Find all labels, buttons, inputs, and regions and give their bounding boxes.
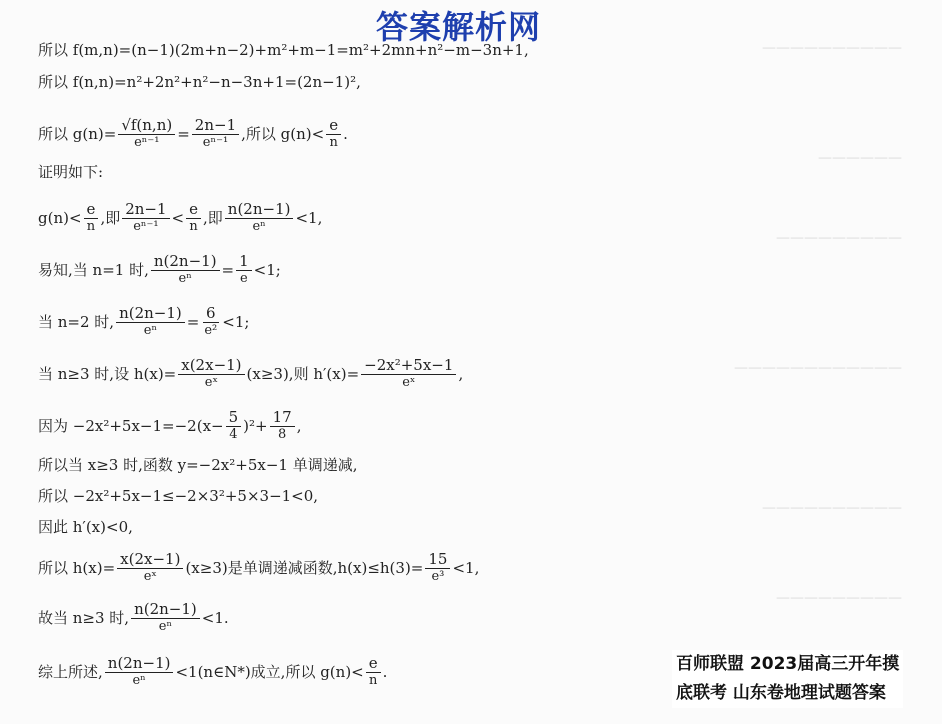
- fraction: $\frac{\text{−2x²+5x−1}}{\text{eˣ}}$: [361, 356, 456, 391]
- fraction: $\frac{1}{e}$: [236, 252, 252, 287]
- fraction: $\frac{n(2n-1)}{\text{eⁿ}}$: [131, 600, 200, 635]
- fraction: $\frac{15}{\text{e³}}$: [425, 550, 450, 585]
- fraction: $\frac{n(2n-1)}{\text{eⁿ}}$: [116, 304, 185, 339]
- fraction: $\frac{n(2n-1)}{\text{eⁿ}}$: [151, 252, 220, 287]
- fraction: $\frac{x(2x-1)}{\text{eˣ}}$: [178, 356, 244, 391]
- line-14: 故当 n≥3 时, $\frac{n(2n-1)}{\text{eⁿ}}$ <1.: [38, 600, 229, 634]
- fraction: $\frac{5}{4}$: [226, 408, 242, 443]
- fraction: $\frac{6}{\text{e²}}$: [204, 304, 218, 338]
- line-7: 当 n=2 时, $\frac{n(2n-1)}{\text{eⁿ}}$ = $\frac{6}{\text{e²}}$ <1;: [38, 304, 250, 338]
- line-3: 所以 g(n)= $\frac{√f(n,n)}{\text{eⁿ⁻¹}}$ = $\frac{2n-1}{\text{eⁿ⁻¹}}$ ,所以 g(n)< $\frac{e}{n}$ .: [38, 116, 348, 150]
- fraction: $\frac{√f(n,n)}{\text{eⁿ⁻¹}}$: [118, 116, 175, 151]
- fraction: $\frac{x(2x-1)}{\text{eˣ}}$: [117, 550, 183, 585]
- fraction: $\frac{e}{n}$: [326, 116, 341, 151]
- fraction: $\frac{2n-1}{\text{eⁿ⁻¹}}$: [122, 200, 169, 235]
- line-6: 易知,当 n=1 时, $\frac{n(2n-1)}{\text{eⁿ}}$ = $\frac{1}{e}$ <1;: [38, 252, 281, 286]
- line-15: 综上所述, $\frac{n(2n-1)}{\text{eⁿ}}$ <1(n∈N*)成立,所以 g(n)< $\frac{e}{n}$ .: [38, 654, 388, 688]
- fraction: $\frac{n(2n-1)}{\text{eⁿ}}$: [225, 200, 294, 235]
- line-9: 因为 −2x²+5x−1=−2(x− $\frac{5}{4}$ )²+ $\frac{17}{8}$ ,: [38, 408, 302, 442]
- line-5: g(n)< $\frac{e}{n}$ ,即 $\frac{2n-1}{\text{eⁿ⁻¹}}$ < $\frac{e}{n}$ ,即 $\frac{n(2n-1)}{\text{eⁿ}}$ <1,: [38, 200, 323, 234]
- line-13: 所以 h(x)= $\frac{x(2x-1)}{\text{eˣ}}$ (x≥3)是单调递减函数,h(x)≤h(3)= $\frac{15}{\text{e³}}$ <1,: [38, 550, 480, 584]
- fraction: $\frac{n(2n-1)}{\text{eⁿ}}$: [105, 654, 174, 689]
- fraction: $\frac{17}{8}$: [270, 408, 295, 443]
- line-11: 所以 −2x²+5x−1≤−2×3²+5×3−1<0,: [38, 487, 319, 505]
- line-4: 证明如下:: [38, 163, 104, 181]
- footer-line-2: 底联考 山东卷地理试题答案: [676, 683, 886, 703]
- bleed-through-text: —————————— —————— ————————— ———————————— —————————— —————————: [734, 40, 902, 606]
- footer-line-1: 百师联盟 2023届高三开年摸: [676, 654, 900, 674]
- fraction: $\frac{e}{n}$: [366, 654, 381, 689]
- line-1: 所以 f(m,n)=(n−1)(2m+n−2)+m²+m−1=m²+2mn+n²−m−3n+1,: [38, 41, 529, 59]
- watermark: 答案解析网: [376, 8, 542, 46]
- line-2: 所以 f(n,n)=n²+2n²+n²−n−3n+1=(2n−1)²,: [38, 73, 361, 91]
- footer-caption: [672, 650, 903, 708]
- line-8: 当 n≥3 时,设 h(x)= $\frac{x(2x-1)}{\text{eˣ}}$ (x≥3),则 h′(x)= $\frac{\text{−2x²+5x−1}}{\text{eˣ}}$ ,: [38, 356, 464, 390]
- fraction: $\frac{e}{n}$: [84, 200, 99, 235]
- fraction: $\frac{e}{n}$: [186, 200, 201, 235]
- fraction: $\frac{2n-1}{\text{eⁿ⁻¹}}$: [192, 116, 239, 151]
- line-10: 所以当 x≥3 时,函数 y=−2x²+5x−1 单调递减,: [38, 456, 358, 474]
- line-12: 因此 h′(x)<0,: [38, 518, 133, 536]
